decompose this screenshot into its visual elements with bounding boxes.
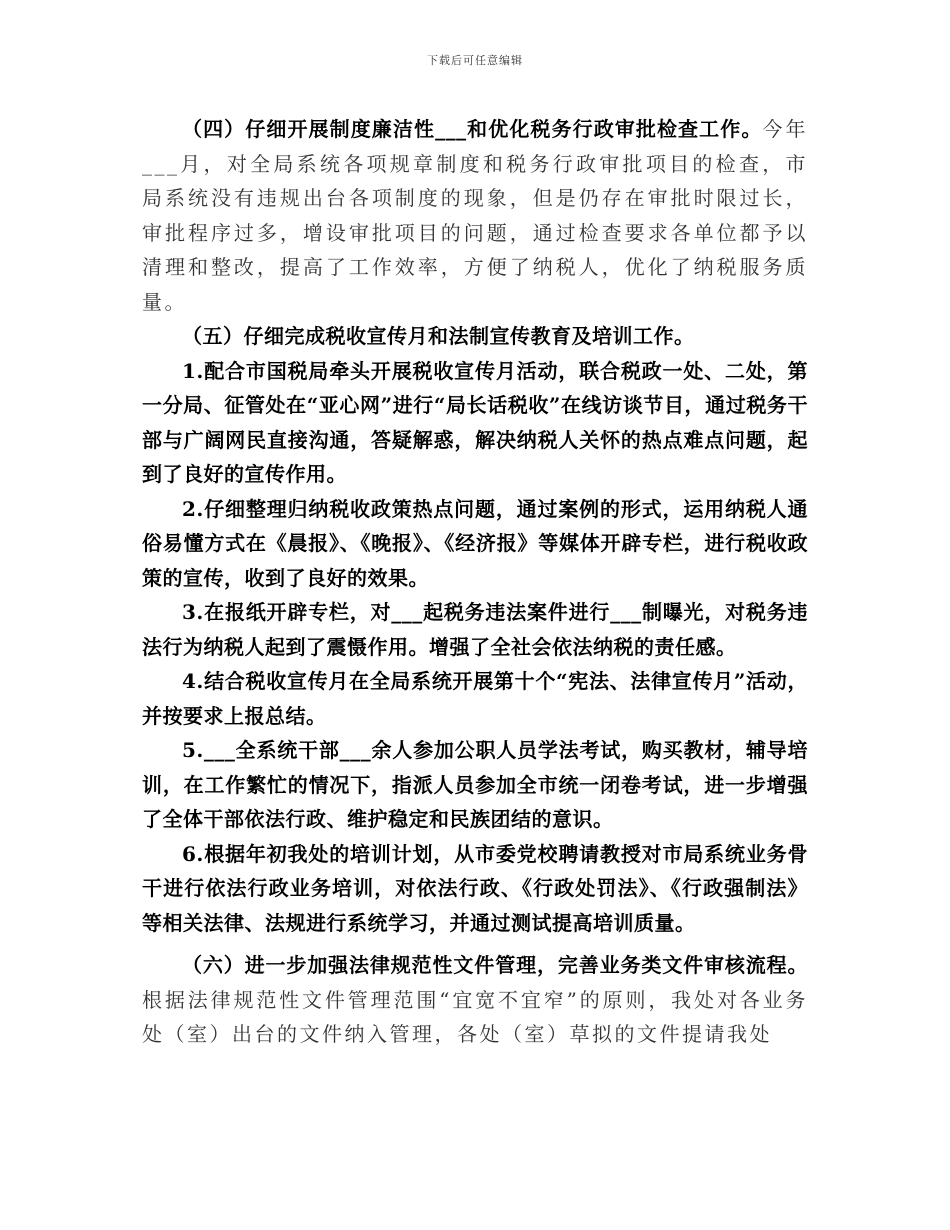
section-4-body: 今年___月，对全局系统各项规章制度和税务行政审批项目的检查，市局系统没有违规出台各项制度的现象，但是仍存在审批时限过长，审批程序过多，增设审批项目的问题，通过检查要求各单位都予以清理和整改，提高了工作效率，方便了纳税人，优化了纳税服务质量。 — [142, 117, 809, 314]
section-4-heading: （四）仔细开展制度廉洁性___和优化税务行政审批检查工作。 — [182, 117, 763, 141]
section-5-item-2: 2.仔细整理归纳税收政策热点问题，通过案例的形式，运用纳税人通俗易懂方式在《晨报》、《晚报》、《经济报》等媒体开辟专栏，进行税收政策的宣传，收到了良好的效果。 — [142, 496, 808, 590]
section-5-item-4: 4.结合税收宣传月在全局系统开展第十个“宪法、法律宣传月”活动，并按要求上报总结。 — [142, 669, 808, 728]
document-body — [142, 112, 808, 1052]
paragraph-section-4 — [142, 112, 808, 319]
paragraph-section-6 — [142, 948, 808, 1052]
section-5-item-3: 3.在报纸开辟专栏，对___起税务违法案件进行___制曝光，对税务违法行为纳税人起到了震慑作用。增强了全社会依法纳税的责任感。 — [142, 600, 808, 659]
page-header: 下载后可任意编辑 — [427, 54, 523, 67]
section-6-body: 根据法律规范性文件管理范围“宜宽不宜窄”的原则，我处对各业务处（室）出台的文件纳入管理，各处（室）草拟的文件提请我处 — [142, 987, 808, 1046]
section-5-item-6: 6.根据年初我处的培训计划，从市委党校聘请教授对市局系统业务骨干进行依法行政业务培训，对依法行政、《行政处罚法》、《行政强制法》等相关法律、法规进行系统学习，并通过测试提高培训质量。 — [142, 841, 808, 935]
section-5-item-5: 5.___全系统干部___余人参加公职人员学法考试，购买教材，辅导培训，在工作繁忙的情况下，指派人员参加全市统一闭卷考试，进一步增强了全体干部依法行政、维护稳定和民族团结的意识。 — [142, 738, 808, 831]
section-6-heading: （六）进一步加强法律规范性文件管理，完善业务类文件审核流程。 — [182, 953, 808, 977]
section-5-item-1: 1.配合市国税局牵头开展税收宣传月活动，联合税政一处、二处，第一分局、征管处在“亚心网”进行“局长话税收”在线访谈节目，通过税务干部与广阔网民直接沟通，答疑解惑，解决纳税人关怀的热点难点问题，起到了良好的宣传作用。 — [142, 358, 808, 486]
section-5-heading: （五）仔细完成税收宣传月和法制宣传教育及培训工作。 — [182, 324, 695, 348]
